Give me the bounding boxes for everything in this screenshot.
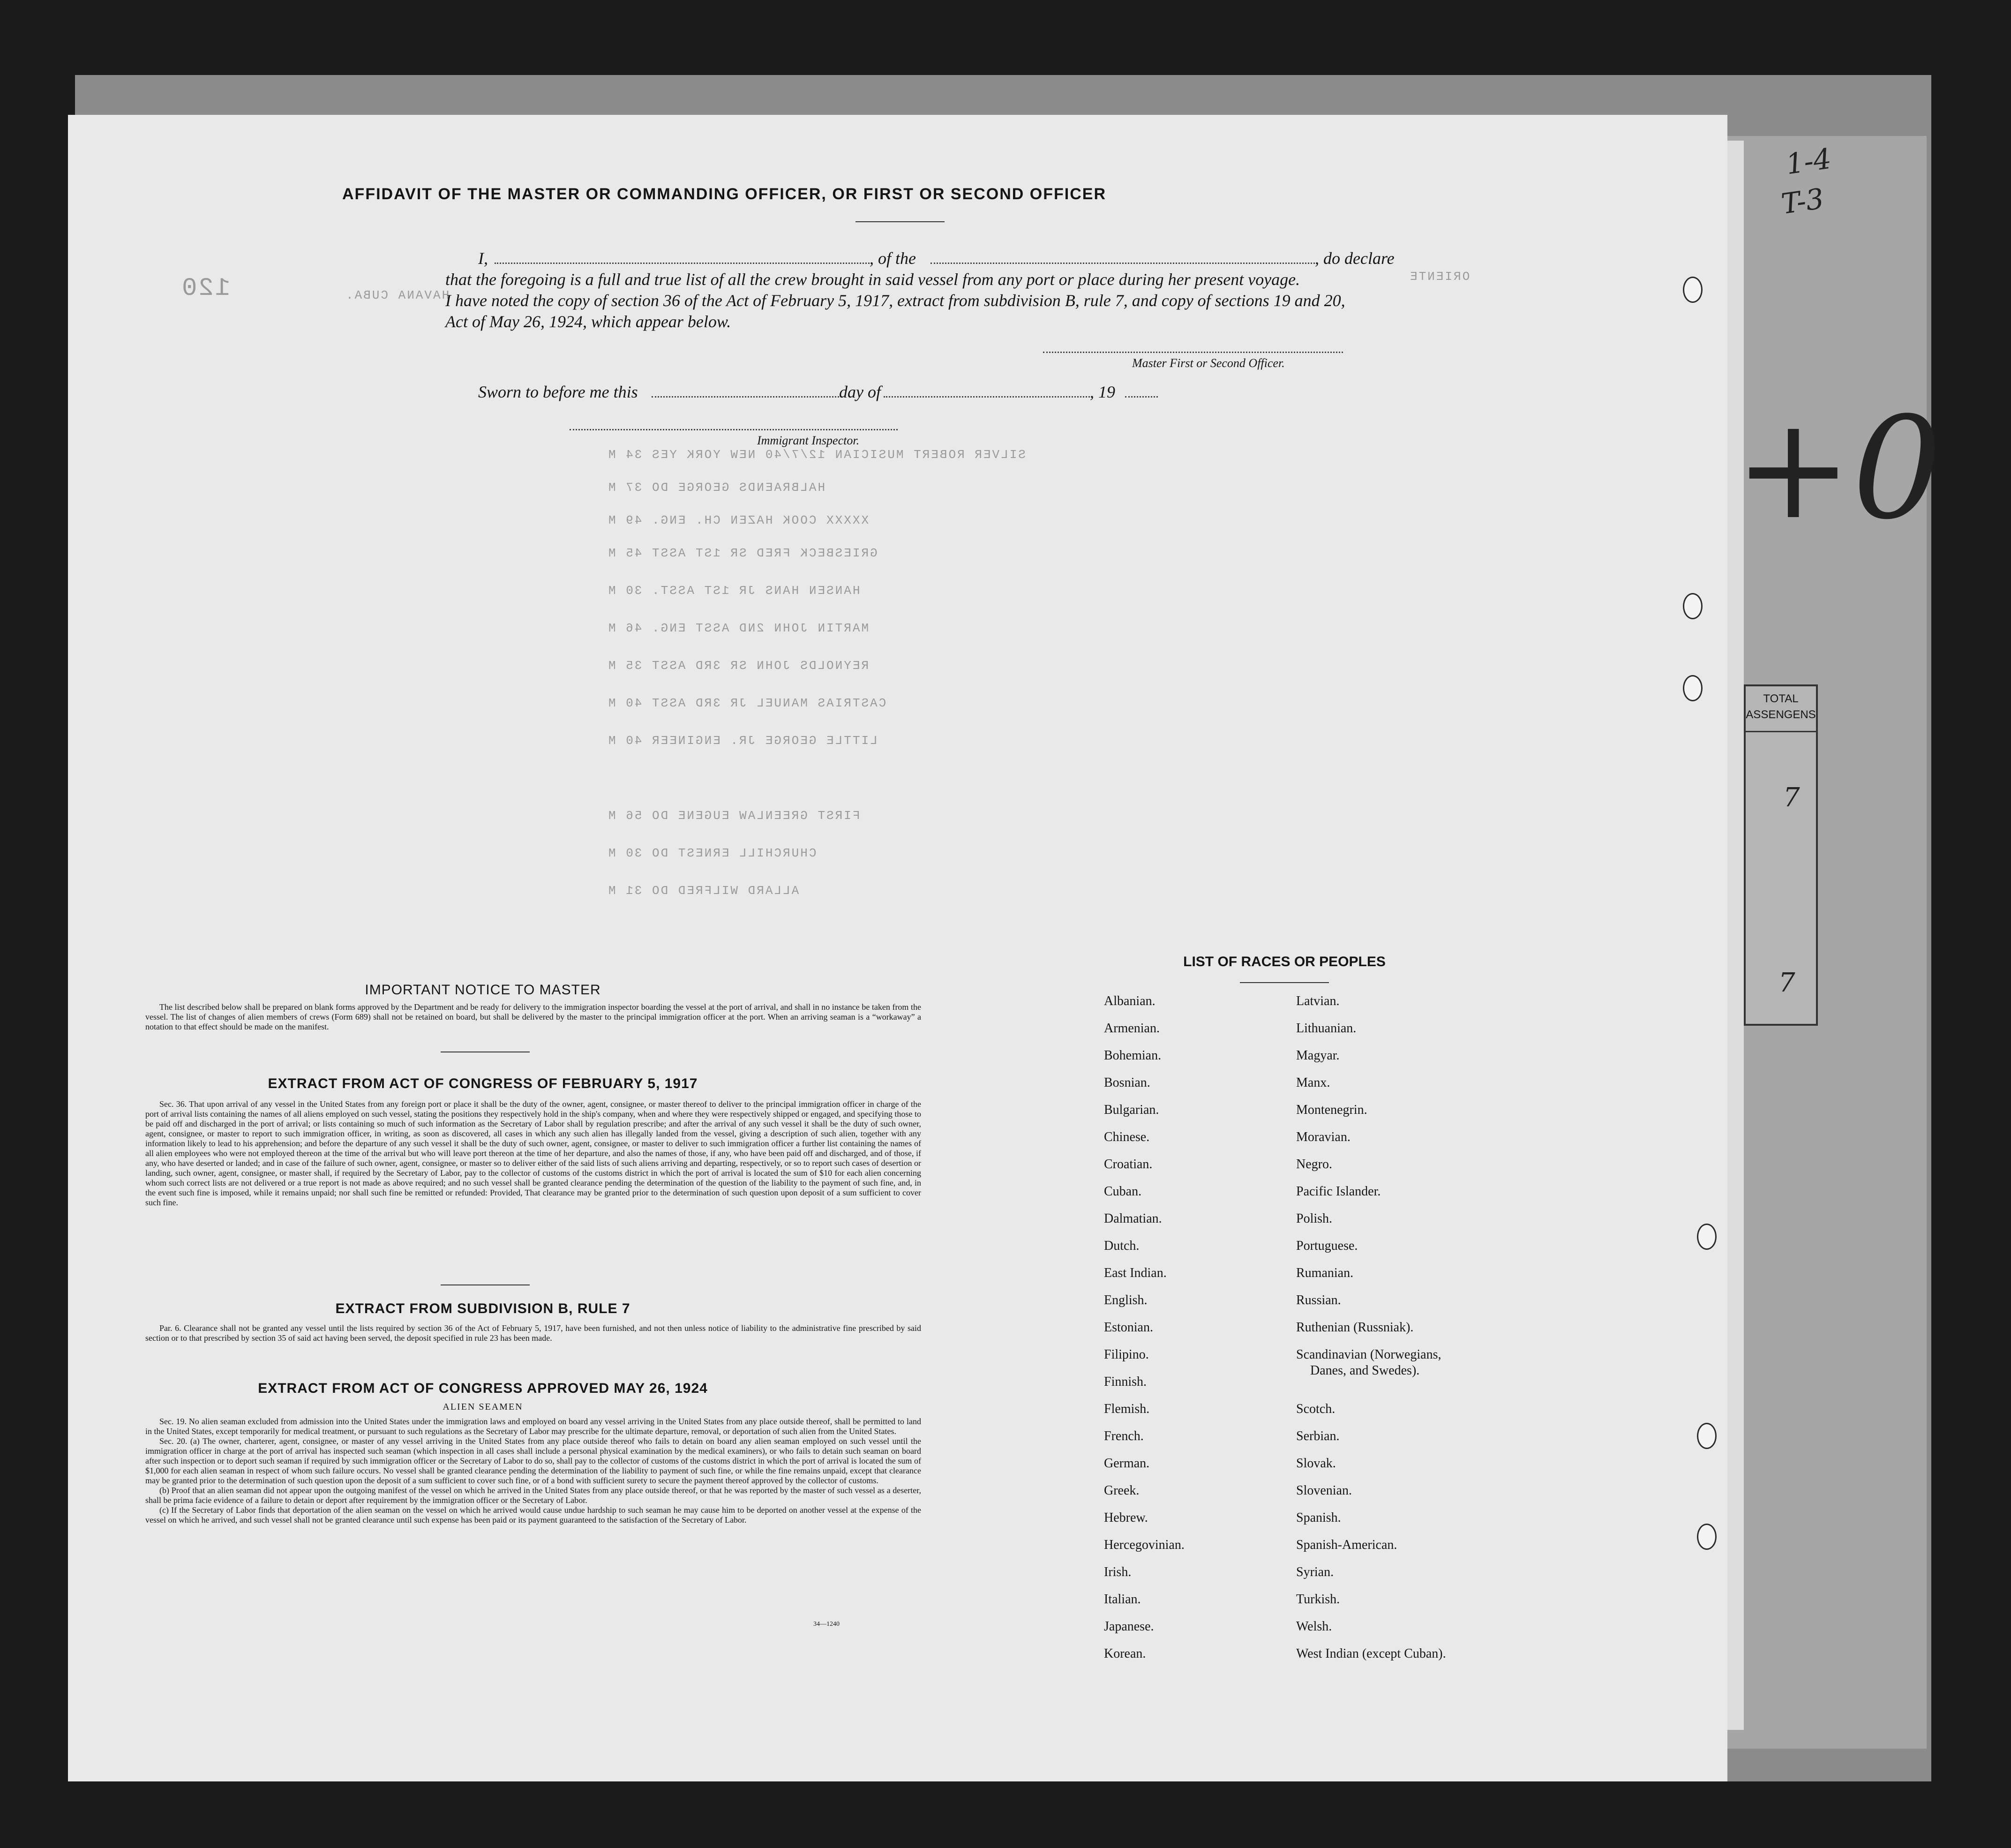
declaration-line-2: that the foregoing is a full and true list of all the crew brought in said vessel from any port or place during her present voyage. bbox=[445, 270, 1300, 289]
form-number: 34—1240 bbox=[813, 1621, 840, 1628]
show-through-row: MARTIN JOHN 2ND ASST ENG. 46 M bbox=[607, 621, 869, 635]
race-item: Finnish. bbox=[1104, 1375, 1147, 1389]
section-36-paragraph: Sec. 36. That upon arrival of any vessel in the United States from any foreign port or place it shall be the duty of the owner, agent, consignee, or master thereof to deliver to the principal immigration officer in charge of the port of arrival lists containing the names of all aliens employed on such vessel, stating the positions they respectively hold in the ship's company, when and where they were respectively shipped or engaged, and specifying those to be paid off and discharged in the port of arrival; or lists containing so much of such information as the Secretary of Labor shall by regulation prescribe; and after the arrival of any such vessel it shall be the duty of such owner, agent, consignee, or master to report to such immigration officer, in writing, as soon as discovered, all cases in which any such alien has illegally landed from the vessel, giving a description of such alien, together with any information likely to lead to his apprehension; and before the departure of any such vessel it shall be the duty of such owner, agent, consignee, or master to deliver to such immigration officer a further list containing the names of all alien employees who were not employed thereon at the time of the arrival but who will leave port thereon at the time of her departure, and also the names of those, if any, who have been paid off and discharged, and of those, if any, who have deserted or landed; and in case of the failure of such owner, agent, consignee, or master so to deliver either of the said lists of such aliens arriving and departing, respectively, or so to report such cases of desertion or landing, such owner, agent, consignee, or master shall, if required by the Secretary of Labor, pay to the collector of customs of the customs district in which the port of arrival is located the sum of $10 for each alien concerning whom such correct lists are not delivered or a true report is not made as above required; and no such vessel shall be granted clearance pending the determination of the question of the liability to the payment of such fine, and, in the event such fine is imposed, while it remains unpaid; nor shall such fine be remitted or refunded: Provided, That clearance may be granted prior to the determination of such question upon deposit of a sum sufficient to cover such fine. bbox=[145, 1099, 921, 1207]
punch-hole bbox=[1683, 277, 1703, 303]
race-item: Negro. bbox=[1296, 1157, 1332, 1172]
declaration-do-declare: , do declare bbox=[1315, 249, 1395, 268]
race-item: Filipino. bbox=[1104, 1347, 1149, 1362]
extract-1924-text bbox=[145, 1417, 921, 1525]
handwritten-note-top-2: T-3 bbox=[1779, 182, 1826, 221]
race-item: Russian. bbox=[1296, 1293, 1341, 1307]
race-item: Pacific Islander. bbox=[1296, 1184, 1381, 1199]
race-item: English. bbox=[1104, 1293, 1148, 1307]
race-item: Bosnian. bbox=[1104, 1075, 1150, 1090]
race-item: Polish. bbox=[1296, 1211, 1333, 1226]
declaration-line-3: I have noted the copy of section 36 of the Act of February 5, 1917, extract from subdivision B, rule 7, and copy of sections 19 and 20, bbox=[445, 291, 1345, 310]
punch-hole bbox=[1697, 1524, 1717, 1550]
punch-hole bbox=[1697, 1423, 1717, 1449]
show-through-row: XXXXX COOK HAZEN CH. ENG. 49 M bbox=[607, 513, 869, 527]
declaration-of-the: , of the bbox=[870, 249, 916, 268]
race-item: Lithuanian. bbox=[1296, 1021, 1357, 1036]
race-item: Dutch. bbox=[1104, 1239, 1140, 1253]
show-through-row: LITTLE GEORGE JR. ENGINEER 40 M bbox=[607, 734, 878, 748]
notice-paragraph: The list described below shall be prepared on blank forms approved by the Department and be ready for delivery to the immigration inspector boarding the vessel at the port of arrival, and shall in no instance be taken from the vessel. The list of changes of alien members of crews (Form 689) shall not be retained on board, but shall be delivered by the master to the principal immigration officer at the port. When an arriving seaman is a “workaway” a notation to that effect should be made on the manifest. bbox=[145, 1002, 921, 1031]
race-item: Estonian. bbox=[1104, 1320, 1153, 1335]
race-item: Spanish-American. bbox=[1296, 1538, 1397, 1552]
total-passengers-box bbox=[1744, 684, 1818, 1026]
race-item: Croatian. bbox=[1104, 1157, 1153, 1172]
sec-20c-paragraph: (c) If the Secretary of Labor finds that deportation of the alien seaman on the vessel on which he arrived would cause undue hardship to such seaman he may cause him to be deported on another vessel at the expense of the vessel on which he arrived, and such vessel shall not be granted clearance until such expense has been paid or its payment guaranteed to the satisfaction of the Secretary of Labor. bbox=[145, 1505, 921, 1525]
affidavit-title: AFFIDAVIT OF THE MASTER OR COMMANDING OFFICER, OR FIRST OR SECOND OFFICER bbox=[342, 185, 1106, 203]
total-value-1: 7 bbox=[1783, 782, 1800, 813]
sworn-day-blank[interactable] bbox=[652, 396, 839, 398]
race-item: Cuban. bbox=[1104, 1184, 1142, 1199]
show-through-vessel: ORIENTE bbox=[1409, 270, 1470, 284]
passengers-label: ASSENGENS bbox=[1746, 708, 1816, 721]
title-rule bbox=[855, 221, 945, 222]
race-item: German. bbox=[1104, 1456, 1150, 1471]
race-item: French. bbox=[1104, 1429, 1144, 1443]
extract-1924-title: EXTRACT FROM ACT OF CONGRESS APPROVED MAY 26, 1924 bbox=[258, 1381, 708, 1396]
race-item: Scotch. bbox=[1296, 1402, 1336, 1416]
race-item: Bulgarian. bbox=[1104, 1103, 1159, 1117]
race-item: Manx. bbox=[1296, 1075, 1330, 1090]
sworn-text: Sworn to before me this bbox=[478, 383, 638, 401]
extract-1917-text bbox=[145, 1099, 921, 1208]
race-item: Flemish. bbox=[1104, 1402, 1150, 1416]
race-item: Scandinavian (Norwegians, bbox=[1296, 1347, 1441, 1362]
sec-20a-paragraph: Sec. 20. (a) The owner, charterer, agent, consignee, or master of any vessel arriving in the United States from any place outside thereof who fails to detain on board any alien seaman employed on such vessel until the immigration officer in charge at the port of arrival has inspected such seaman (which inspection in all cases shall include a personal physical examination by the medical examiners), or who fails to detain such seaman on board after such inspection or to deport such seaman if required by such immigration officer or the Secretary of Labor to do so, shall pay to the collector of customs of the customs district in which the port of arrival is located the sum of $1,000 for each alien seaman in respect of whom such failure occurs. No vessel shall be granted clearance pending the determination of the liability to payment of such fine, or while the fine remains unpaid, except that clearance may be granted prior to the determination of such question upon the deposit of a sum sufficient to cover such fine, or of a bond with sufficient surety to secure the payment thereof approved by the collector of customs. bbox=[145, 1436, 921, 1485]
show-through-row: FIRST GREENLAW EUGENE DO 56 M bbox=[607, 809, 860, 823]
notice-title: IMPORTANT NOTICE TO MASTER bbox=[365, 982, 601, 998]
race-item: Rumanian. bbox=[1296, 1266, 1354, 1280]
master-signature-line[interactable] bbox=[1043, 352, 1343, 353]
inspector-signature-line[interactable] bbox=[570, 429, 898, 430]
race-item: Chinese. bbox=[1104, 1130, 1150, 1144]
race-item: Japanese. bbox=[1104, 1619, 1154, 1634]
handwritten-large-mark: +0 bbox=[1734, 387, 1942, 550]
race-item: Bohemian. bbox=[1104, 1048, 1162, 1063]
total-label: TOTAL bbox=[1763, 692, 1799, 705]
race-item: Danes, and Swedes). bbox=[1310, 1363, 1420, 1378]
vessel-blank[interactable] bbox=[930, 263, 1315, 264]
declaration-i: I, bbox=[478, 249, 488, 268]
race-item: Albanian. bbox=[1104, 994, 1156, 1008]
race-item: Montenegrin. bbox=[1296, 1103, 1367, 1117]
declaration-line-4: Act of May 26, 1924, which appear below. bbox=[445, 312, 731, 331]
punch-hole bbox=[1683, 675, 1703, 701]
punch-hole bbox=[1683, 593, 1703, 619]
race-item: Moravian. bbox=[1296, 1130, 1351, 1144]
show-through-row: SILVER ROBERT MUSICIAN 12/7/40 NEW YORK YES 34 M bbox=[607, 448, 1026, 462]
name-blank[interactable] bbox=[495, 263, 870, 264]
handwritten-note-top: 1-4 bbox=[1784, 142, 1834, 181]
race-item: Greek. bbox=[1104, 1483, 1140, 1498]
race-item: East Indian. bbox=[1104, 1266, 1167, 1280]
total-value-2: 7 bbox=[1778, 968, 1795, 998]
subdivision-b-text bbox=[145, 1323, 921, 1343]
race-item: Welsh. bbox=[1296, 1619, 1332, 1634]
extract-1917-title: EXTRACT FROM ACT OF CONGRESS OF FEBRUARY 5, 1917 bbox=[268, 1076, 698, 1091]
race-item: Korean. bbox=[1104, 1646, 1146, 1661]
alien-seamen-subtitle: ALIEN SEAMEN bbox=[443, 1402, 523, 1412]
show-through-number: 120 bbox=[180, 274, 231, 303]
inspector-signature-label: Immigrant Inspector. bbox=[757, 434, 860, 447]
subdivision-b-title: EXTRACT FROM SUBDIVISION B, RULE 7 bbox=[335, 1301, 630, 1316]
sworn-year: , 19 bbox=[1090, 383, 1115, 401]
show-through-row: GRIESBECK FRED SR 1ST ASST 45 M bbox=[607, 546, 878, 560]
sworn-year-blank[interactable] bbox=[1125, 396, 1158, 398]
race-item: Slovenian. bbox=[1296, 1483, 1352, 1498]
races-title: LIST OF RACES OR PEOPLES bbox=[1183, 954, 1386, 969]
race-item: Hebrew. bbox=[1104, 1510, 1148, 1525]
sworn-day-of: day of bbox=[839, 383, 881, 401]
race-item: Serbian. bbox=[1296, 1429, 1340, 1443]
show-through-row: CASTRIAS MANUEL JR 3RD ASST 40 M bbox=[607, 696, 886, 710]
show-through-row: REYNOLDS JOHN SR 3RD ASST 35 M bbox=[607, 659, 869, 673]
race-item: Latvian. bbox=[1296, 994, 1340, 1008]
par-6-paragraph: Par. 6. Clearance shall not be granted any vessel until the lists required by section 36 of the Act of February 5, 1917, have been furnished, and not then unless notice of liability to the administrative fine prescribed by said section or to that prescribed by section 35 of said act having been served, the deposit specified in rule 23 has been made. bbox=[145, 1323, 921, 1343]
race-item: Spanish. bbox=[1296, 1510, 1341, 1525]
race-item: Hercegovinian. bbox=[1104, 1538, 1185, 1552]
sec-20b-paragraph: (b) Proof that an alien seaman did not appear upon the outgoing manifest of the vessel on which he arrived in the United States from any place outside thereof, or that he was reported by the master of such vessel as a deserter, shall be prima facie evidence of a failure to detain or deport after requirement by the immigration officer or the Secretary of Labor. bbox=[145, 1486, 921, 1505]
race-item: Magyar. bbox=[1296, 1048, 1340, 1063]
race-item: West Indian (except Cuban). bbox=[1296, 1646, 1446, 1661]
master-signature-label: Master First or Second Officer. bbox=[1132, 356, 1285, 370]
race-item: Ruthenian (Russniak). bbox=[1296, 1320, 1414, 1335]
sworn-month-blank[interactable] bbox=[884, 396, 1090, 398]
show-through-row: CHURCHILL ERNEST DO 30 M bbox=[607, 846, 817, 860]
race-item: Dalmatian. bbox=[1104, 1211, 1162, 1226]
sec-19-paragraph: Sec. 19. No alien seaman excluded from admission into the United States under the immigration laws and employed on board any vessel arriving in the United States from any place outside thereof, shall be permitted to land in the United States, except temporarily for medical treatment, or pursuant to such regulations as the Secretary of Labor may prescribe for the ultimate departure, removal, or deportation of such alien from the United States. bbox=[145, 1417, 921, 1436]
race-item: Syrian. bbox=[1296, 1565, 1334, 1579]
race-item: Irish. bbox=[1104, 1565, 1132, 1579]
race-item: Slovak. bbox=[1296, 1456, 1336, 1471]
show-through-row: HANSEN HANS JR 1ST ASST. 30 M bbox=[607, 584, 860, 598]
race-item: Armenian. bbox=[1104, 1021, 1160, 1036]
race-item: Portuguese. bbox=[1296, 1239, 1358, 1253]
total-passengers-header bbox=[1746, 691, 1816, 723]
show-through-cuba: HAVANA CUBA. bbox=[345, 288, 450, 302]
notice-text bbox=[145, 1002, 921, 1032]
manifest-back-page bbox=[68, 115, 1727, 1781]
show-through-row: ALLARD WILFRED DO 31 M bbox=[607, 884, 799, 898]
race-item: Italian. bbox=[1104, 1592, 1141, 1607]
show-through-row: HALBRAENDS GEORGE DO 37 M bbox=[607, 481, 825, 495]
race-item: Turkish. bbox=[1296, 1592, 1340, 1607]
races-title-rule bbox=[1240, 982, 1329, 983]
punch-hole bbox=[1697, 1224, 1717, 1250]
